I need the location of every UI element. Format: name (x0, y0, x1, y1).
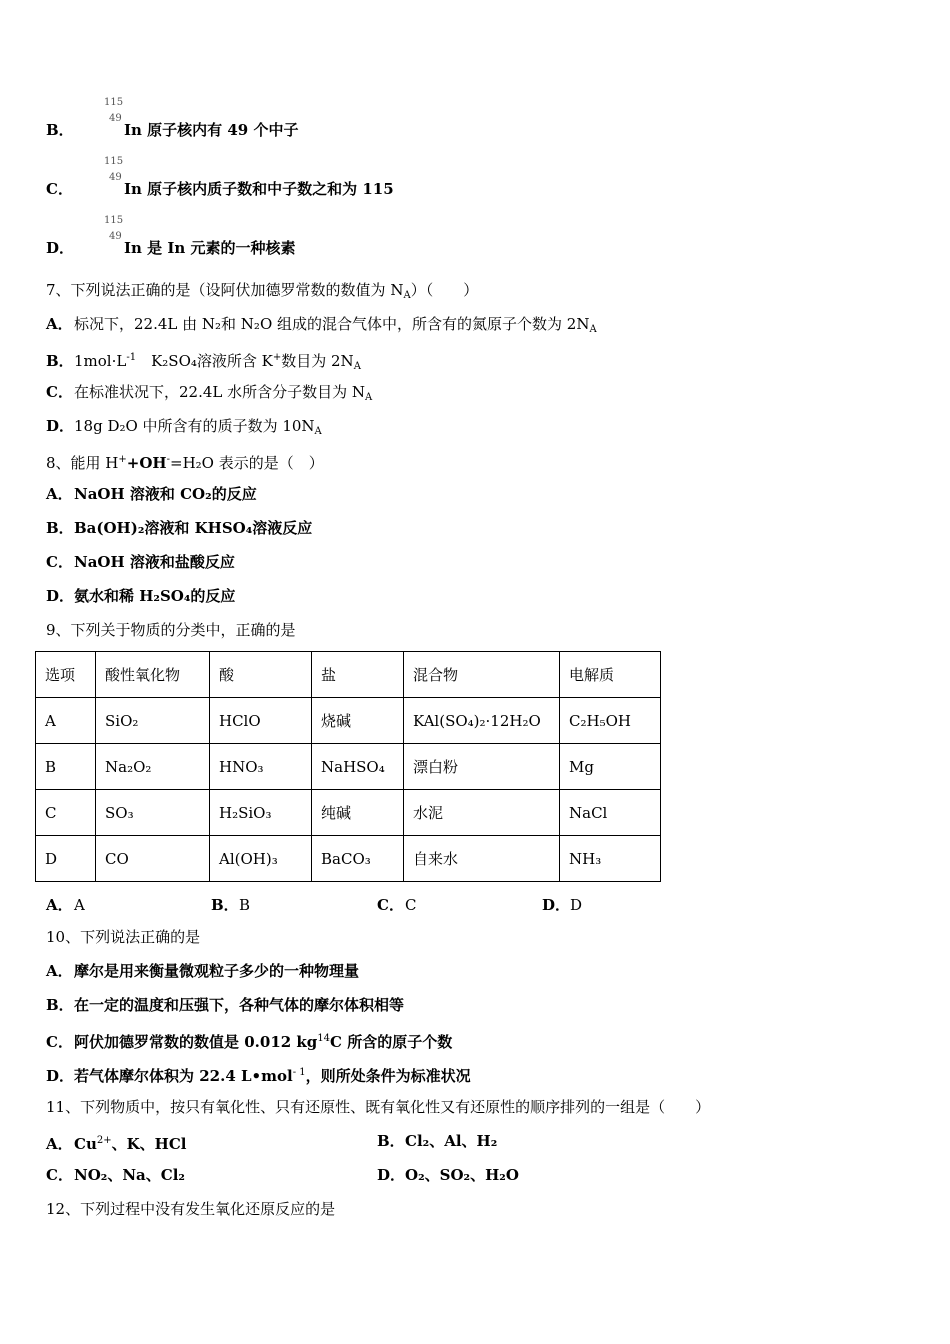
q8-option-b: B．Ba(OH)₂溶液和 KHSO₄溶液反应 (46, 519, 313, 537)
q6-option-c (46, 156, 394, 199)
isotope-notation: 115 49 (104, 97, 124, 124)
q10-option-b: B．在一定的温度和压强下，各种气体的摩尔体积相等 (46, 996, 405, 1014)
table-cell: 纯碱 (312, 790, 404, 836)
table-cell: Al(OH)₃ (210, 836, 312, 882)
table-header-cell: 盐 (312, 652, 404, 698)
option-text: In 原子核内有 49 个中子 (124, 121, 299, 139)
q9-stem: 9、下列关于物质的分类中，正确的是 (46, 621, 296, 639)
q11-option-b: B．Cl₂、Al、H₂ (377, 1132, 498, 1150)
table-cell: 水泥 (404, 790, 560, 836)
table-row (36, 698, 661, 744)
table-cell: Mg (560, 744, 661, 790)
option-text: In 是 In 元素的一种核素 (124, 239, 296, 257)
table-cell: SiO₂ (96, 698, 210, 744)
q12-stem: 12、下列过程中没有发生氧化还原反应的是 (46, 1200, 336, 1218)
q7-option-a: A．标况下，22.4L 由 N₂和 N₂O 组成的混合气体中，所含有的氮原子个数为 $2N_A$ (46, 315, 597, 335)
isotope-notation: 115 49 (104, 215, 124, 242)
table-cell: C (36, 790, 96, 836)
table-header-cell: 酸性氧化物 (96, 652, 210, 698)
table-cell: NH₃ (560, 836, 661, 882)
table-cell: HClO (210, 698, 312, 744)
table-cell: 烧碱 (312, 698, 404, 744)
option-label: C． (46, 180, 73, 198)
table-header-cell: 混合物 (404, 652, 560, 698)
q8-option-a: A．NaOH 溶液和 CO₂的反应 (46, 485, 257, 503)
table-cell: SO₃ (96, 790, 210, 836)
table-cell: NaHSO₄ (312, 744, 404, 790)
table-cell: HNO₃ (210, 744, 312, 790)
table-cell: CO (96, 836, 210, 882)
classification-table (35, 651, 661, 882)
table-cell: B (36, 744, 96, 790)
q7-stem: 7、下列说法正确的是（设阿伏加德罗常数的数值为 $N_A$）（ ） (46, 281, 479, 301)
table-cell: BaCO₃ (312, 836, 404, 882)
table-cell: 自来水 (404, 836, 560, 882)
q9-answer-a: A．A (46, 896, 85, 914)
q10-option-c: C．阿伏加德罗常数的数值是 0.012 $kg^{14}C$ 所含的原子个数 (46, 1033, 453, 1051)
q9-answer-c: C．C (377, 896, 417, 914)
table-row (36, 836, 661, 882)
table-cell: NaCl (560, 790, 661, 836)
q9-answer-b: B．B (211, 896, 251, 914)
q11-option-d: D．O₂、SO₂、H₂O (377, 1166, 519, 1184)
q7-option-d: D．18g D₂O 中所含有的质子数为 $10N_A$ (46, 417, 322, 437)
q6-option-d (46, 215, 296, 258)
option-text: In 原子核内质子数和中子数之和为 115 (124, 180, 394, 198)
table-cell: A (36, 698, 96, 744)
table-cell: H₂SiO₃ (210, 790, 312, 836)
q11-stem: 11、下列物质中，按只有氧化性、只有还原性、既有氧化性又有还原性的顺序排列的一组是（ ） (46, 1098, 711, 1116)
q8-stem: 8、能用 H++OH-=H₂O 表示的是（ ） (46, 454, 324, 472)
table-header-row (36, 652, 661, 698)
q11-option-a: A．$Cu^{2+}$、K、HCl (46, 1135, 187, 1153)
q10-stem: 10、下列说法正确的是 (46, 928, 201, 946)
table-cell: 漂白粉 (404, 744, 560, 790)
table-row (36, 744, 661, 790)
q11-option-c: C．NO₂、Na、Cl₂ (46, 1166, 185, 1184)
option-label: B． (46, 121, 74, 139)
q7-option-b: B．$1mol\cdot L^{-1}$ K₂SO₄溶液所含 K+数目为 $2N_A$ (46, 352, 361, 372)
table-header-cell: 酸 (210, 652, 312, 698)
isotope-notation: 115 49 (104, 156, 124, 183)
q9-answer-d: D．D (542, 896, 583, 914)
table-cell: D (36, 836, 96, 882)
q8-option-d: D．氨水和稀 H₂SO₄的反应 (46, 587, 236, 605)
table-row (36, 790, 661, 836)
table-cell: C₂H₅OH (560, 698, 661, 744)
table-header-cell: 电解质 (560, 652, 661, 698)
table-cell: KAl(SO₄)₂·12H₂O (404, 698, 560, 744)
option-label: D． (46, 239, 75, 257)
table-cell: Na₂O₂ (96, 744, 210, 790)
q6-option-b (46, 97, 299, 140)
q7-option-c: C．在标准状况下，22.4L 水所含分子数目为 $N_A$ (46, 383, 373, 403)
q10-option-a: A．摩尔是用来衡量微观粒子多少的一种物理量 (46, 962, 360, 980)
q8-option-c: C．NaOH 溶液和盐酸反应 (46, 553, 235, 571)
q10-option-d: D．若气体摩尔体积为 22.4 L•mol$^{- 1}$，则所处条件为标准状况 (46, 1067, 471, 1085)
table-header-cell: 选项 (36, 652, 96, 698)
